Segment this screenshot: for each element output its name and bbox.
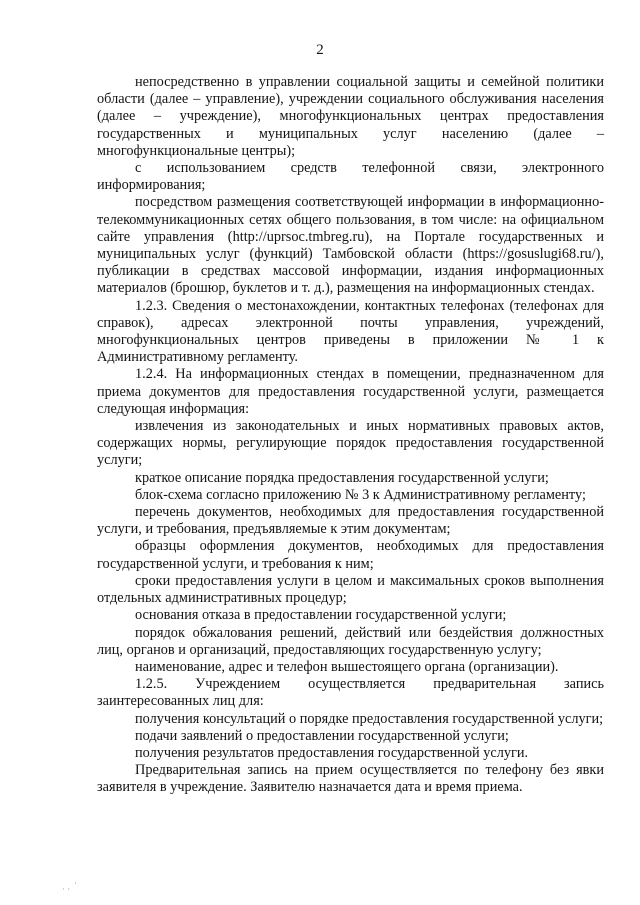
- paragraph-in-person-info: непосредственно в управлении социальной защиты и семейной политики области (далее – управление), учреждении социального обслуживания населения (далее – учреждение), многофункциональных центрах предоставления государственных и муниципальных услуг населению (далее – многофункциональные центры);: [97, 74, 604, 159]
- list-item-flowchart: блок-схема согласно приложению № 3 к Административному регламенту;: [135, 486, 586, 503]
- list-item-procedure-summary: краткое описание порядка предоставления государственной услуги;: [135, 469, 549, 486]
- list-item-higher-authority: наименование, адрес и телефон вышестоящего органа (организации).: [135, 658, 559, 675]
- list-item-appeal-procedure: порядок обжалования решений, действий или бездействия должностных лиц, органов и организаций, предоставляющих государственную услугу;: [97, 624, 604, 658]
- list-item-legal-extracts: извлечения из законодательных и иных нормативных правовых актов, содержащих нормы, регулирующие порядок предоставления государственной услуги;: [97, 418, 604, 469]
- list-item-refusal-grounds: основания отказа в предоставлении государственной услуги;: [135, 607, 507, 624]
- paragraph-online-info: посредством размещения соответствующей информации в информационно-телекоммуникационных сетях общего пользования, в том числе: на официальном сайте управления (http://uprsoc.tmbreg.ru), на Портале государственных и муниципальных услуг (функций) Тамбовской области (https://gosuslugi68.ru/), публикации в средствах массовой информации, издания информационных материалов (брошюр, буклетов и т. д.), размещения на информационных стендах.: [97, 194, 604, 297]
- paragraph-appointment: Предварительная запись на прием осуществляется по телефону без явки заявителя в учреждение. Заявителю назначается дата и время приема.: [97, 762, 604, 796]
- page-number: 2: [316, 42, 324, 58]
- paragraph-1-2-4: 1.2.4. На информационных стендах в помещении, предназначенном для приема документов для предоставления государственной услуги, размещается следующая информация:: [97, 366, 604, 417]
- list-item-document-samples: образцы оформления документов, необходимых для предоставления государственной услуги, и требования к ним;: [97, 538, 604, 572]
- document-body: [97, 74, 604, 797]
- list-item-results: получения результатов предоставления государственной услуги.: [135, 744, 529, 761]
- list-item-consultations: получения консультаций о порядке предоставления государственной услуги;: [135, 710, 604, 727]
- document-page: 2 непосредственно в управлении социальной защиты и семейной политики области (далее – управление), учреждении социального обслуживания населения (далее – учреждение), многофункциональных центрах предоставления государственных и муниципальных услуг населению (далее – многофункциональные центры); с использованием средств телефонной связи, электронного информирования; посредством размещения соответствующей информации в информационно-телекоммуникационных сетях общего пользования, в том числе: на официальном сайте управления (http://uprsoc.tmbreg.ru), на Портале государственных и муниципальных услуг (функций) Тамбовской области (https://gosuslugi68.ru/), публикации в средствах массовой информации, издания информационных материалов (брошюр, буклетов и т. д.), размещения на информационных стендах. 1.2.3. Сведения о местонахождении, контактных телефонах (телефонах для справок), адресах электронной почты управления, учреждений, многофункциональных центров приведены в приложении № 1 к Административному регламенту. 1.2.4. На информационных стендах в помещении, предназначенном для приема документов для предоставления государственной услуги, размещается следующая информация: извлечения из законодательных и иных нормативных правовых актов, содержащих нормы, регулирующие порядок предоставления государственной услуги; краткое описание порядка предоставления государственной услуги; блок-схема согласно приложению № 3 к Административному регламенту; перечень документов, необходимых для предоставления государственной услуги, и требования, предъявляемые к этим документам; образцы оформления документов, необходимых для предоставления государственной услуги, и требования к ним; сроки предоставления услуги в целом и максимальных сроков выполнения отдельных административных процедур; основания отказа в предоставлении государственной услуги; порядок обжалования решений, действий или бездействия должностных лиц, органов и организаций, предоставляющих государственную услугу; наименование, адрес и телефон вышестоящего органа (организации). 1.2.5. Учреждением осуществляется предварительная запись заинтересованных лиц для: получения консультаций о порядке предоставления государственной услуги; подачи заявлений о предоставлении государственной услуги; получения результатов предоставления государственной услуги. Предварительная запись на прием осуществляется по телефону без явки заявителя в учреждение. Заявителю назначается дата и время приема. · · ·: [0, 0, 640, 905]
- paragraph-1-2-3: 1.2.3. Сведения о местонахождении, контактных телефонах (телефонах для справок), адресах электронной почты управления, учреждений, многофункциональных центров приведены в приложении № 1 к Административному регламенту.: [97, 297, 604, 366]
- list-item-applications: подачи заявлений о предоставлении государственной услуги;: [135, 727, 509, 744]
- paragraph-phone-info: с использованием средств телефонной связи, электронного информирования;: [97, 160, 604, 194]
- list-item-document-list: перечень документов, необходимых для предоставления государственной услуги, и требования, предъявляемые к этим документам;: [97, 504, 604, 538]
- paragraph-1-2-5: 1.2.5. Учреждением осуществляется предварительная запись заинтересованных лиц для:: [97, 676, 604, 710]
- list-item-deadlines: сроки предоставления услуги в целом и максимальных сроков выполнения отдельных административных процедур;: [97, 572, 604, 607]
